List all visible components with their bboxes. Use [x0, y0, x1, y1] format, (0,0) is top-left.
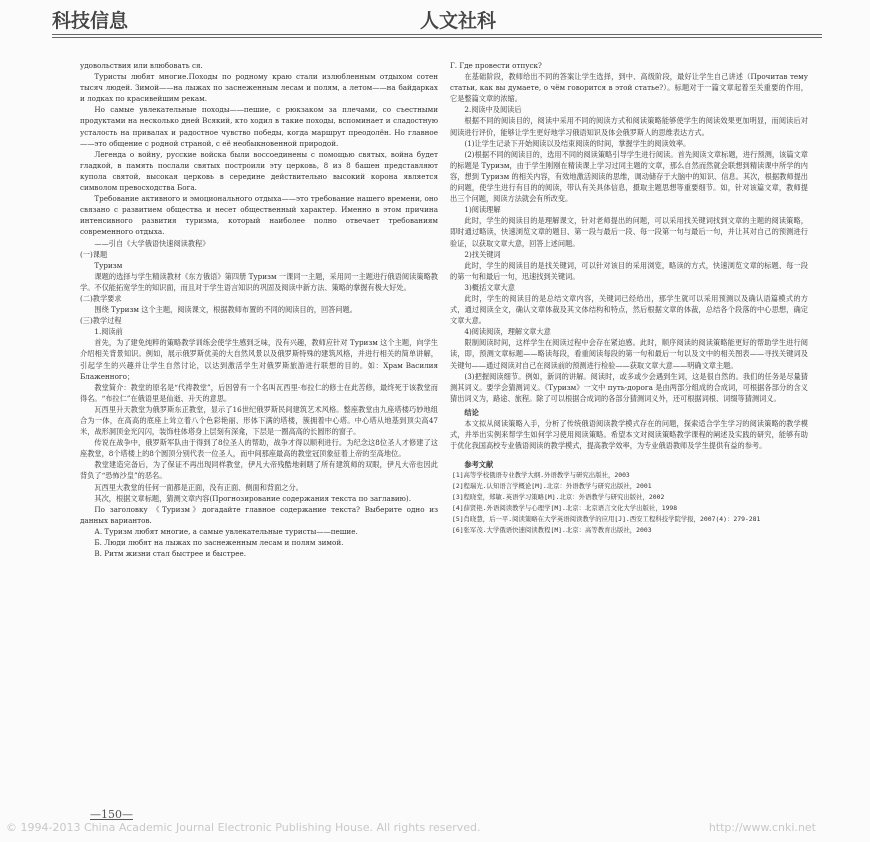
paragraph: 结论 [464, 407, 479, 417]
paragraph: 1)阅读理解 [464, 205, 501, 215]
paragraph: ——引自《大学俄语快速阅读教程》 [94, 238, 210, 248]
paragraph: 教堂建造完备后，为了保证不再出现同样教堂，伊凡大帝残酷地刺瞎了所有建筑师的双眼，伊凡大帝也因此背负了“恐怖沙皇”的恶名。 [80, 460, 438, 481]
paragraph: (3)把握阅读细节。例如，新词的讲解。阅读时，或多或少会遇到生词，这是很自然的。我们的任务是尽量猜测其词义。要学会猜测词义。《Туризм》一文中 путь-дорога 是由两部分组成的合成词，可根据各部分的含义猜出词义为，路途、旅程。除了可以根据合成词的各部分猜测词义外，还可根据词根、词缀等猜测词义。 [450, 371, 808, 403]
paragraph: 此时，学生的阅读目的是找关键词，可以针对该目的采用浏览，略读的方式，快速浏览文章的标题、每一段的第一句和最后一句，迅速找到关键词。 [450, 260, 808, 281]
paragraph: 在基础阶段，教师给出不同的答案让学生选择，到中、高级阶段，最好让学生自己讲述（Прочитав тему статьи, как вы думаете, о чём говорится в этой статье?）。标题对于一篇文章起着至关重要的作用，它是整篇文章的浓缩。 [450, 72, 808, 104]
section-name: 人文社科 [420, 10, 497, 32]
paragraph: 3)概括文章大意 [464, 282, 515, 292]
paragraph: 瓦西里大教堂的任何一面都是正面，没有正面、侧面和背面之分。 [94, 482, 303, 492]
footer-url: http://www.cnki.net [708, 821, 816, 834]
paragraph: Туристы любят многие.Походы по родному краю стали излюбленным отдыхом сотен тысяч людей. Зимой——на лыжах по заснеженным лесам и полям, а летом——на байдарках и лодках по красивейшим рекам. [80, 72, 438, 104]
paragraph: (三)教学过程 [80, 316, 122, 326]
reference-item: [2]程瑞光.认知语言学概论[M].北京：外语教学与研究出版社，2001 [452, 482, 652, 491]
paragraph: Легенда о войну, русские войска были воссоединены с помощью святых, война будет гладкой, в память послали святых построили эту церковь, 8 из 8 башен представляют купола святой, высокая церковь в середине действительно высокий корона является символом превосходства Бога. [80, 149, 438, 193]
paragraph: 2)找关键词 [464, 249, 501, 259]
paragraph: А. Туризм любят многие, а самые увлекательные туристы——пешие. [94, 526, 358, 536]
copyright-notice: © 1994-2013 China Academic Journal Electronic Publishing House. All rights reserved. [6, 821, 481, 834]
header-rule-bottom [52, 37, 822, 38]
paragraph: (二)教学要求 [80, 293, 122, 303]
footer [6, 821, 866, 834]
paragraph: 2.阅读中及阅读后 [464, 105, 522, 115]
paragraph: (一)课题 [80, 249, 108, 259]
paragraph: Туризм [94, 260, 123, 270]
paragraph: Б. Люди любят на лыжах по заснеженным лесам и полям зимой. [94, 538, 344, 548]
paragraph: По заголовку 《Туризм》догадайте главное содержание текста? Выберите одно из данных вариантов. [80, 504, 438, 525]
right-column [450, 60, 808, 790]
paragraph: 此时，学生的阅读目的是总结文章内容，关键词已经给出，那学生就可以采用预测以及确认语篇模式的方式，通过阅读全文，确认文章体裁及其文体结构和特点，然后根据文章的体裁，总结各个段落的中心思想，确定文章大意。 [450, 293, 808, 326]
reference-item: [5]肖晓慧，后一平.阅读策略在大学英语阅读教学的应用[J].西安工程科技学院学报，2007(4)：279-281 [452, 515, 761, 524]
paragraph: (1)让学生记录下开始阅读以及结束阅读的时间，掌握学生的阅读效率。 [464, 138, 691, 148]
paragraph: Но самые увлекательные походы——пешие, с рюкзаком за плечами, со съестными продуктами на несколько дней Всякий, кто ходил в такие походы, вспоминает и сладостную усталость на привалах и радостное чувство победы, когда маршрут преодолён. Но главное——это общение с родной страной, с её необыкновенной природой. [80, 105, 438, 148]
paragraph: (2)根据不同的阅读目的，选用不同的阅读策略引导学生进行阅读。首先阅读文章标题，进行预测，该篇文章的标题是 Туризм，由于学生刚刚在精读课上学习过同主题的文章，那么自然而然就会联想到精读课中所学的内容，想到 Туризм 的相关内容，有效地激活阅读的思维，调动储存于大脑中的知识、信息。其次，根据教师提出的问题，使学生进行有目的的阅读，带认有关具体信息，摄取主题思想等重要细节。如，针对该篇文章，教师提出三个问题，阅读方法就会有所改变。 [450, 149, 808, 204]
paragraph: 本文拟从阅读策略入手，分析了传统俄语阅读教学模式存在的问题，探索适合学生学习的阅读策略的教学模式，并举出实例来帮学生如何学习使用阅读策略。希望本文对阅读策略教学课程的阐述及实践的研究，能够有助于优化我国高校专业俄语阅读的教学模式，提高教学效率，为专业俄语教师及学生提供有益的参考。 [450, 419, 808, 451]
paragraph: 此时，学生的阅读目的是理解课文，针对老师提出的问题，可以采用找关键词找到文章的主题的阅读策略，即时通过略读，快速浏览文章的题目、第一段与最后一段、每一段第一句与最后一句，并让其对自己的预测进行验证，以获取文章大意，回答上述问题。 [450, 216, 808, 248]
paragraph: 传说在战争中，俄罗斯军队由于得到了8位圣人的帮助，战争才得以顺利进行。为纪念这8位圣人才修建了这座教堂，8个塔楼上的8个圆顶分别代表一位圣人，而中间那座最高的教堂冠顶象征着上帝的至高地位。 [80, 438, 438, 459]
paragraph: 4)阅读阅读，理解文章大意 [464, 327, 551, 337]
paragraph: 1.阅读前 [94, 327, 123, 337]
header-rule-top [52, 34, 822, 35]
paragraph: 根据不同的阅读目的，阅读中采用不同的阅读方式和阅读策略能够使学生的阅读效果更加明显，而阅读后对阅读进行评价，能够让学生更好地学习俄语知识及体会俄罗斯人的思维表达方式。 [450, 116, 808, 137]
reference-item: [3]程晓堂，郑敏.英语学习策略[M].北京：外语教学与研究出版社，2002 [452, 493, 665, 502]
paragraph: удовольствия или влюбовать ся. [80, 61, 203, 70]
paragraph: 首先，为了建免纯粹的策略教学训练会使学生感到乏味，没有兴趣，教师应针对 Туризм 这个主题，向学生介绍相关背景知识。例如，展示俄罗斯优美的大自然风景以及俄罗斯特殊的建筑风格，并进行相关的简单讲解，引起学生的兴趣并让学生自然讨论，以达到激活学生对俄罗斯旅游进行联想的目的。如：Храм Василия Блаженного； [80, 338, 438, 381]
page-number: —150— [90, 808, 133, 821]
paragraph: 围绕 Туризм 这个主题，阅读课文，根据教师布置的不同的阅读目的，回答问题。 [94, 305, 357, 315]
paragraph: 教堂简介：教堂的原名是“代祷教堂”，后因曾有一个名叫瓦西里·布拉仁的修士在此苦修，最终死于该教堂而得名。“布拉仁”在俄语里是仙逝、升天的意思。 [80, 382, 438, 403]
paragraph: 其次，根据文章标题，猜测文章内容(Прогнозирование содержания текста по заглавию). [94, 493, 411, 503]
paragraph: В. Ритм жизни стал быстрее и быстрее. [94, 549, 247, 559]
left-column [80, 60, 438, 805]
paragraph: 课题的选择与学生精读教材《东方俄语》第四册 Туризм 一课同一主题，采用同一主题进行俄语阅读策略教学。不仅能拓宽学生的知识面，而且对于学生语言知识的巩固及阅读中新方法、策略的掌握有极大好处。 [80, 271, 438, 292]
paragraph: 瓦西里升天教堂为俄罗斯东正教堂，显示了16世纪俄罗斯民间建筑艺术风格。整座教堂由九座塔楼巧妙地组合为一体，在高高的底座上耸立着八个色彩艳丽、形体下满的塔楼，簇拥着中心塔。中心塔从地基到顶尖高47米，战形洞顶金光闪闪，装饰柱体塔身上层刻有深龛，下层是一圈高高的长圆形的窗子。 [80, 404, 438, 437]
paragraph: 限制阅读时间，这样学生在阅读过程中会存在紧迫感。此时，顺序阅读的阅读策略能更好的帮助学生进行阅读，即，预测文章标题——略读每段，看重阅读每段的第一句和最后一句以及文中的相关图表——寻找关键词及关键句——通过阅读对自己在阅读前的预测进行检验——获取文章大意——明确文章主题。 [450, 338, 808, 370]
reference-item: [4]薛贤艳.外语阅读教学与心理学[M].北京：北京语言文化大学出版社，1998 [452, 504, 678, 513]
reference-item: [6]张军茂.大学俄语快速阅读教程[M].北京：高等教育出版社，2003 [452, 526, 652, 535]
references-title: 参考文献 [464, 460, 494, 470]
paragraph: Требование активного и эмоционального отдыха——это требование нашего времени, оно связано с развитием общества и несет общественный характер. Именно в этом причина интенсивного развития туризма, который наиболее полно отвечает требованиям современного отдыха. [80, 194, 438, 237]
journal-name: 科技信息 [52, 10, 129, 32]
paragraph: Г. Где провести отпуск? [450, 61, 542, 70]
reference-item: [1]高等学校俄语专业教学大纲.外语教学与研究出版社，2003 [452, 471, 630, 480]
